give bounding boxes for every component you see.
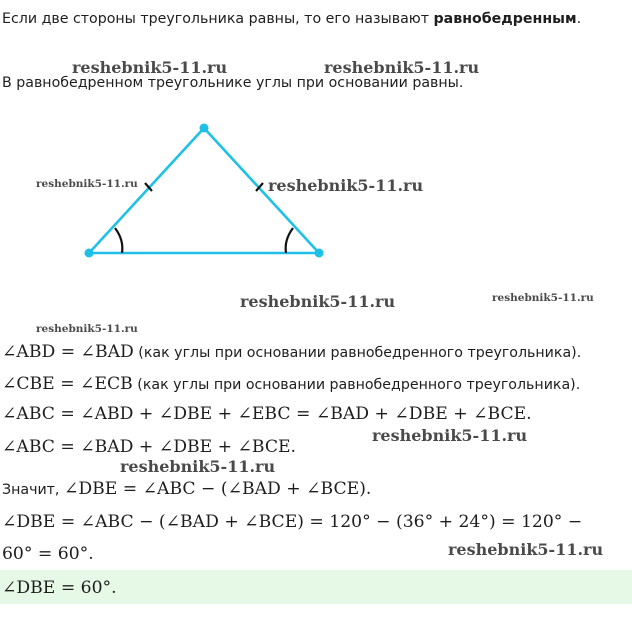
triangle-left-side	[89, 128, 204, 253]
intro-period: .	[576, 11, 582, 27]
vertex-left	[85, 249, 94, 258]
watermark: reshebnik5-11.ru	[372, 426, 528, 445]
watermark: reshebnik5-11.ru	[268, 176, 424, 195]
equation-line-6: ∠DBE = ∠ABC − (∠BAD + ∠BCE) = 120° − (36° + 24°) = 120° −	[2, 512, 583, 532]
conclusion-label: Значит,	[2, 482, 64, 498]
watermark: reshebnik5-11.ru	[240, 292, 396, 311]
watermark: reshebnik5-11.ru	[448, 540, 604, 559]
watermark: reshebnik5-11.ru	[492, 292, 594, 304]
angle-arc-left	[115, 228, 122, 253]
equation-line-1	[2, 341, 581, 363]
equation-line-7: 60° = 60°.	[2, 544, 94, 564]
watermark: reshebnik5-11.ru	[36, 323, 138, 335]
angle-arc-right	[286, 228, 293, 253]
watermark: reshebnik5-11.ru	[72, 58, 228, 77]
vertex-right	[315, 249, 324, 258]
isosceles-triangle-diagram	[0, 0, 632, 300]
intro-sentence: Если две стороны треугольника равны, то его называют	[2, 11, 434, 27]
equation-note: (как углы при основании равнобедренного треугольника).	[133, 345, 582, 361]
equation-math: ∠DBE = ∠ABC − (∠BAD + ∠BCE).	[63, 479, 372, 499]
property-text: В равнобедренном треугольнике углы при основании равны.	[2, 75, 464, 91]
vertex-top	[200, 124, 209, 133]
watermark: reshebnik5-11.ru	[120, 457, 276, 476]
equation-line-3: ∠ABC = ∠ABD + ∠DBE + ∠EBC = ∠BAD + ∠DBE + ∠BCE.	[2, 404, 532, 424]
watermark: reshebnik5-11.ru	[324, 58, 480, 77]
equation-note: (как углы при основании равнобедренного треугольника).	[132, 377, 581, 393]
intro-bold-term: равнобедренным	[433, 11, 577, 27]
equation-math: ∠CBE = ∠ECB	[2, 374, 133, 394]
equation-line-4: ∠ABC = ∠BAD + ∠DBE + ∠BCE.	[2, 437, 296, 457]
watermark: reshebnik5-11.ru	[36, 178, 138, 190]
equation-line-2	[2, 373, 580, 395]
equation-line-5	[2, 478, 371, 500]
answer-equation: ∠DBE = 60°.	[2, 578, 117, 598]
equation-math: ∠ABD = ∠BAD	[2, 342, 134, 362]
